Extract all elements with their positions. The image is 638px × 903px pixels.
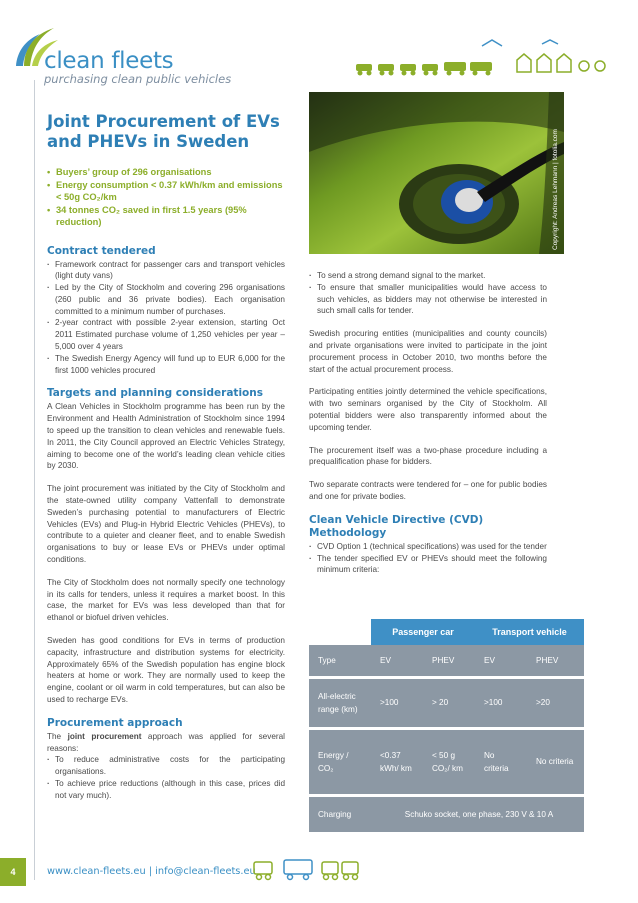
approach-heading: Procurement approach [47,716,183,729]
targets-heading: Targets and planning considerations [47,387,263,400]
list-item: · The Swedish Energy Agency will fund up to EUR 6,000 for the first 1000 vehicles procured [47,353,285,377]
table-cell: <0.37 kWh/ km [371,728,423,795]
footer-vehicle-icons-icon [250,852,365,884]
approach-list-left [47,754,285,801]
approach-list-right [309,270,547,317]
vehicle-icons-decoration-icon [352,36,622,82]
left-column [47,112,285,813]
approach-intro-post: approach was applied for several reasons: [47,731,285,753]
photo-credit: Copyright: Andreas Lehmann | fotolia.com [552,129,559,250]
right-column [309,270,547,587]
table-cell: Charging [309,795,371,833]
contract-heading: Contract tendered [47,244,156,257]
charging-plug-image-icon [309,92,564,254]
paragraph: Participating entities jointly determined the vehicle specifications, with two seminars organised by the City of Stockholm. All potential bidders were also transparently informed about the upcoming tender. [309,387,547,432]
table-cell: Type [309,645,371,677]
table-row [309,645,584,677]
list-item: · To reduce administrative costs for the participating organisations. [47,754,285,778]
table-cell: PHEV [423,645,475,677]
approach-intro [47,731,285,755]
approach-intro-bold: joint procurement [67,731,142,741]
paragraph: The joint procurement was initiated by the City of Stockholm and the state-owned utility company Vattenfall to demonstrate Sweden’s purchasing potential to manufacturers of Electric Vehicles (EVs) and Plug-in Hybrid Electric Vehicles (PHEVs), to contribute to a quieter and cleaner fleet, and to enable Swedish organisations to buy or lease EVs or PHEVs under optimal conditions. [47,484,285,565]
approach-intro-pre: The [47,731,68,741]
header-transport-vehicle: Transport vehicle [475,619,584,645]
footer-contact-link[interactable]: www.clean-fleets.eu | info@clean-fleets.eu [47,866,256,877]
paragraph: A Clean Vehicles in Stockholm programme has been run by the Environment and Health Administration of Stockholm since 1994 to speed up the transition to clean vehicles and renewable fuels. In 2011, the City Council approved an Electric Vehicles Strategy, aiming to become one of the world’s leading clean vehicle cities by 2030. [47,402,285,471]
page-header [0,0,638,95]
list-item: · The tender specified EV or PHEVs should meet the following minimum criteria: [309,553,547,577]
paragraph: Swedish procuring entities (municipalities and county councils) and private organisations were invited to participate in the joint procurement process in October 2010, two months before the start of the actual procurement process. [309,329,547,374]
table-row [309,677,584,728]
table-cell: Energy / CO₂ [309,728,371,795]
criteria-table [309,619,584,835]
table-cell: EV [371,645,423,677]
paragraph: The procurement itself was a two-phase procedure including a prequalification phase for bidders. [309,445,547,467]
page-title: Joint Procurement of EVs and PHEVs in Sweden [47,112,280,151]
paragraph: Two separate contracts were tendered for – one for public bodies and one for private bodies. [309,480,547,501]
list-item: · Led by the City of Stockholm and covering 296 organisations (260 public and 36 private bodies). Each organisation committed to a minimum number of purchases. [47,282,285,317]
left-margin-rule [34,80,35,880]
ev-charging-photo [309,92,564,254]
list-item: · To ensure that smaller municipalities would have access to such vehicles, as bidders may not otherwise be interested in such small calls for tender. [309,282,547,317]
list-item: · Framework contract for passenger cars and transport vehicles (light duty vans) [47,259,285,283]
paragraph: The City of Stockholm does not normally specify one technology in its calls for tenders, unless it requires a market boost. In this case, the market for EVs was less developed than that for ethanol or biofuel driven vehicles. [47,577,285,623]
table-cell: EV [475,645,527,677]
table-cell: >100 [475,677,527,728]
paragraph: Sweden has good conditions for EVs in terms of production capacity, infrastructure and distribution systems for electricity. Approximately 65% of the Swedish population has engine block heaters at home or work. They are normally used to keep the engine, coolant or oil warm in cold temperatures, but can also be used to recharge EVs. [47,636,285,704]
table-cell: < 50 g CO₂/ km [423,728,475,795]
brand-tagline: purchasing clean public vehicles [44,72,232,86]
header-passenger-car: Passenger car [371,619,475,645]
highlight-item: • Energy consumption < 0.37 kWh/km and emissions < 50g CO₂/km [47,179,285,204]
highlight-item: • Buyers’ group of 296 organisations [47,166,285,179]
contract-list [47,259,285,377]
list-item: · CVD Option 1 (technical specifications) was used for the tender [309,541,547,553]
brand-name: clean fleets [44,48,174,74]
table-row [309,795,584,833]
cvd-heading: Clean Vehicle Directive (CVD) Methodology [309,513,484,539]
page-number: 4 [0,858,26,886]
highlight-item: • 34 tonnes CO₂ saved in first 1.5 years (95% reduction) [47,204,285,229]
highlights-list [47,166,285,229]
list-item: · To achieve price reductions (although in this case, prices did not vary much). [47,778,285,802]
table-cell: No criteria [527,728,584,795]
table-cell: Schuko socket, one phase, 230 V & 10 A [371,795,584,833]
table-corner [309,619,371,645]
table-cell: No criteria [475,728,527,795]
table-row [309,728,584,795]
list-item: · To send a strong demand signal to the market. [309,270,547,282]
cvd-list [309,541,547,576]
table-cell: PHEV [527,645,584,677]
list-item: · 2-year contract with possible 2-year extension, starting Oct 2011 Estimated purchase volume of 1,250 vehicles per year – 5,000 over 4 years [47,317,285,352]
table-cell: >20 [527,677,584,728]
table-cell: > 20 [423,677,475,728]
table-cell: >100 [371,677,423,728]
table-cell: All-electric range (km) [309,677,371,728]
